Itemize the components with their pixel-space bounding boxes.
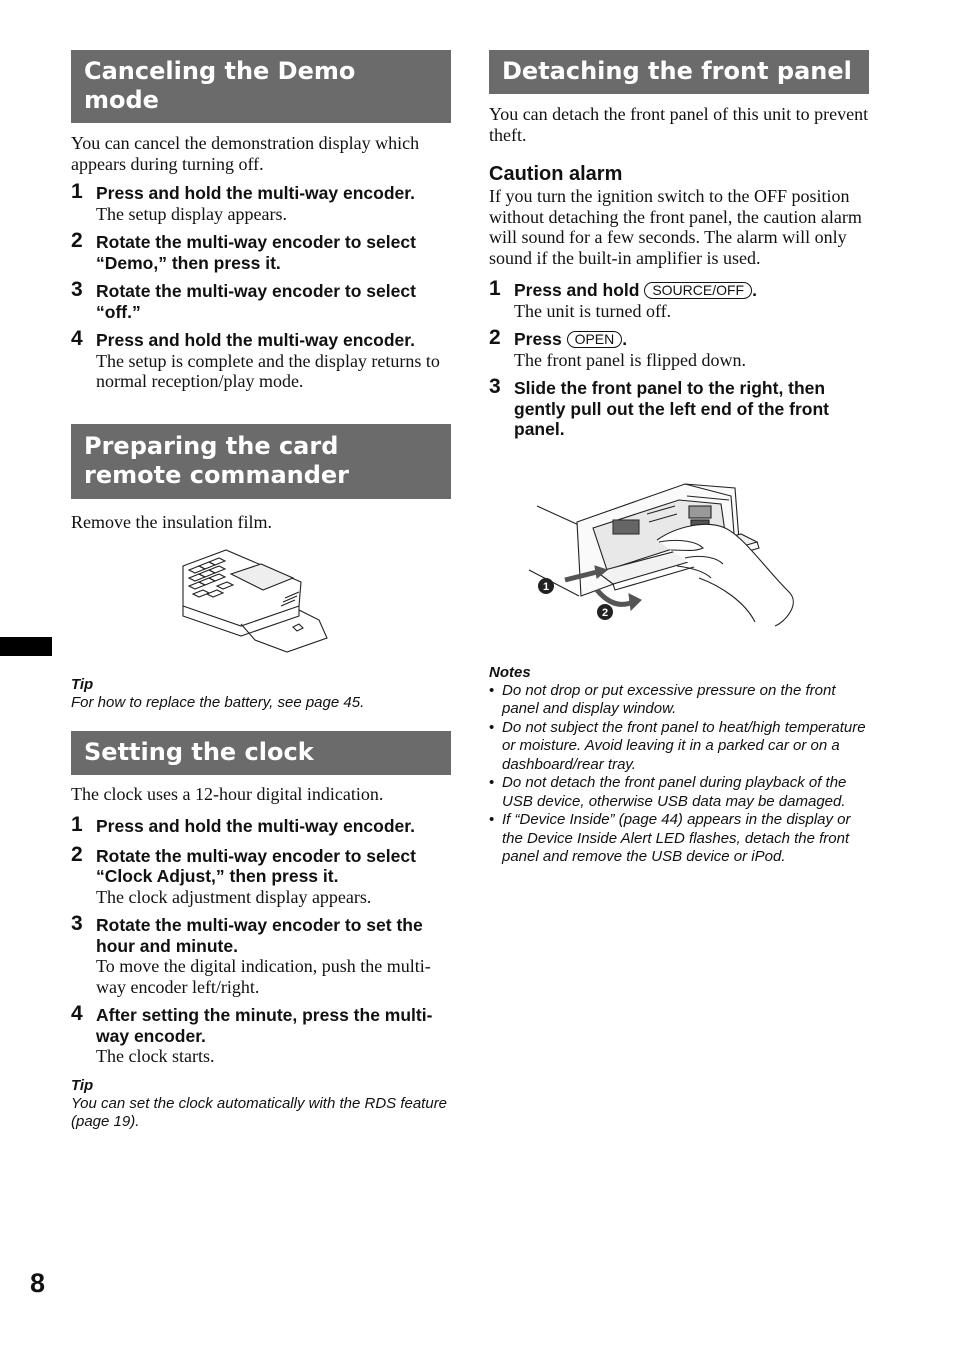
bullet: •	[489, 811, 495, 828]
detach-step-1	[489, 277, 869, 321]
note-text: Do not subject the front panel to heat/high temperature or moisture. Avoid leaving it in a parked car or on a dashboard/rear tray.	[502, 718, 866, 773]
step-title: Rotate the multi-way encoder to select “off.”	[96, 281, 416, 322]
step-prefix: Press and hold	[514, 280, 640, 300]
card-remote-intro: Remove the insulation film.	[71, 511, 272, 532]
demo-intro: You can cancel the demonstration display which appears during turning off.	[71, 133, 420, 174]
demo-section-heading: Canceling the Demo mode	[71, 50, 451, 123]
note-item	[489, 719, 869, 775]
detach-section-heading: Detaching the front panel	[489, 50, 869, 94]
source-off-key: SOURCE/OFF	[644, 282, 752, 299]
card-remote-section-heading: Preparing the card remote commander	[71, 424, 451, 499]
step-description: To move the digital indication, push the multi-way encoder left/right.	[96, 956, 431, 997]
step-number: 4	[71, 1002, 83, 1025]
illustration-marker-1: 1	[542, 580, 550, 593]
caution-alarm-text: If you turn the ignition switch to the OFF position without detaching the front panel, the caution alarm will sound for a few seconds. The alarm will only sound if the built-in amplifier is used.	[489, 186, 862, 268]
step-number: 3	[71, 912, 83, 935]
step-description: The unit is turned off.	[514, 300, 672, 321]
clock-step-4	[71, 1002, 451, 1067]
step-description: The clock adjustment display appears.	[96, 886, 372, 907]
note-text: Do not detach the front panel during playback of the USB device, otherwise USB data may be damaged.	[502, 774, 847, 810]
step-number: 1	[71, 180, 83, 203]
step-title: Rotate the multi-way encoder to select “Demo,” then press it.	[96, 232, 416, 273]
clock-tip-text: You can set the clock automatically with the RDS feature (page 19).	[71, 1094, 448, 1130]
detach-step-2	[489, 326, 869, 370]
clock-intro: The clock uses a 12-hour digital indication.	[71, 783, 384, 804]
step-number: 2	[71, 229, 83, 252]
card-remote-illustration	[71, 544, 451, 664]
step-title: Press and hold the multi-way encoder.	[96, 330, 415, 350]
clock-section-heading: Setting the clock	[71, 731, 451, 775]
caution-alarm-heading: Caution alarm	[489, 163, 623, 185]
note-text: Do not drop or put excessive pressure on the front panel and display window.	[502, 681, 836, 717]
demo-steps	[71, 180, 451, 392]
step-number: 1	[489, 277, 501, 300]
note-item	[489, 774, 869, 811]
card-tip-label: Tip	[71, 676, 94, 693]
demo-step-2	[71, 229, 451, 273]
illustration-marker-2: 2	[601, 606, 609, 619]
card-tip-text: For how to replace the battery, see page 45.	[71, 694, 365, 711]
step-number: 2	[489, 326, 501, 349]
clock-tip-label: Tip	[71, 1076, 94, 1094]
step-description: The setup display appears.	[96, 203, 287, 224]
right-column	[489, 50, 869, 867]
step-title: Press and hold the multi-way encoder.	[96, 183, 415, 203]
step-description: The clock starts.	[96, 1046, 215, 1066]
left-column	[71, 50, 451, 1132]
clock-steps	[71, 813, 451, 1067]
step-prefix: Press	[514, 329, 562, 349]
detach-intro: You can detach the front panel of this unit to prevent theft.	[489, 104, 869, 145]
step-title: Slide the front panel to the right, then gently pull out the left end of the front panel.	[514, 378, 829, 439]
step-number: 4	[71, 327, 83, 350]
demo-step-4	[71, 327, 451, 392]
note-item	[489, 811, 869, 867]
step-number: 3	[71, 278, 83, 301]
detach-step-3	[489, 375, 869, 440]
clock-step-2	[71, 842, 451, 908]
step-title	[514, 329, 869, 350]
step-title: Rotate the multi-way encoder to select “Clock Adjust,” then press it.	[96, 845, 416, 886]
note-text: If “Device Inside” (page 44) appears in the display or the Device Inside Alert LED flashes, detach the front panel and remove the USB device or iPod.	[502, 811, 851, 865]
step-title: Press and hold the multi-way encoder.	[96, 816, 415, 836]
step-number: 2	[71, 842, 83, 866]
step-number: 3	[489, 375, 501, 398]
step-number: 1	[71, 813, 83, 836]
bullet: •	[489, 774, 495, 791]
notes-list	[489, 682, 869, 867]
clock-step-1	[71, 813, 451, 837]
step-suffix: .	[752, 280, 757, 300]
demo-step-3	[71, 278, 451, 322]
detach-steps	[489, 277, 869, 440]
step-suffix: .	[622, 329, 628, 349]
bullet: •	[489, 681, 495, 699]
clock-step-3	[71, 912, 451, 997]
step-title	[514, 280, 869, 301]
step-description: The front panel is flipped down.	[514, 349, 746, 370]
open-key: OPEN	[567, 331, 623, 348]
chapter-side-tab	[0, 637, 52, 656]
step-title: Rotate the multi-way encoder to set the hour and minute.	[96, 915, 423, 956]
demo-step-1	[71, 180, 451, 224]
notes-label: Notes	[489, 663, 531, 681]
page-number: 8	[30, 1268, 46, 1298]
detach-panel-illustration	[489, 462, 869, 642]
note-item	[489, 682, 869, 719]
step-description: The setup is complete and the display returns to normal reception/play mode.	[96, 350, 440, 391]
bullet: •	[489, 718, 495, 736]
step-title: After setting the minute, press the multi-way encoder.	[96, 1005, 433, 1046]
